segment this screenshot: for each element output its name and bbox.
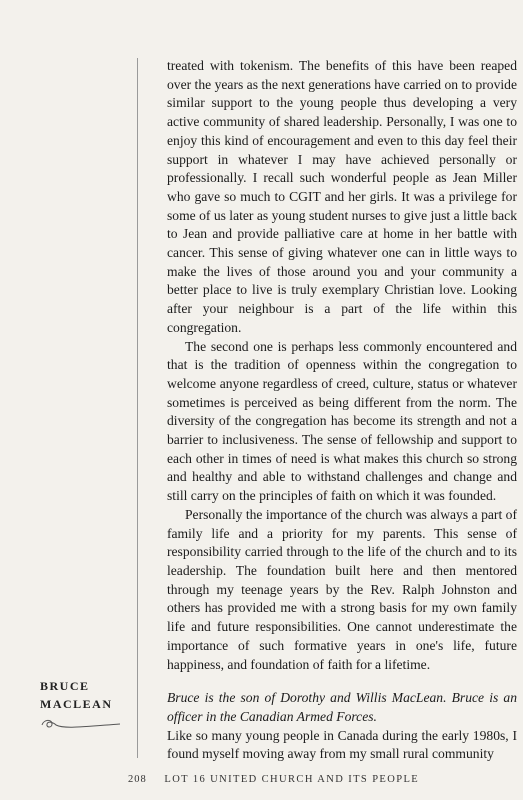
paragraph-4: Like so many young people in Canada during the early 1980s, I found myself moving away from my small rural community xyxy=(167,727,517,762)
author-last-name: MACLEAN xyxy=(40,697,113,711)
running-title: LOT 16 UNITED CHURCH AND ITS PEOPLE xyxy=(164,774,420,785)
page-footer xyxy=(128,774,518,785)
text-column xyxy=(167,57,517,764)
paragraph-3: Personally the importance of the church was always a part of family life and a priority for my parents. This sense of responsibility carried through to the life of the church and to its leadership. The foundation built here and then mentored through my teenage years by the Rev. Ralph Johnston and others has provided me with a strong basis for my own family life and future responsibilities. One cannot underestimate the importance of such formative years in one's life, future happiness, and foundation of faith for a lifetime. xyxy=(167,506,517,672)
paragraph-2: The second one is perhaps less commonly encountered and that is the tradition of openness within the congregation to welcome anyone regardless of creed, culture, status or whatever sometimes is perceived as being different from the norm. The diversity of the congregation has become its strength and not a barrier to inclusiveness. The sense of fellowship and support to each other in times of need is what makes this church so strong and healthy and able to withstand challenges and change and still carry on the principles of faith on which it was founded. xyxy=(167,338,517,504)
author-first-name: BRUCE xyxy=(40,679,90,693)
author-sidebar xyxy=(40,677,130,736)
author-bio: Bruce is the son of Dorothy and Willis MacLean. Bruce is an officer in the Canadian Armed Forces. xyxy=(167,690,517,724)
section-gap xyxy=(167,674,517,689)
margin-rule xyxy=(137,58,138,758)
page-number: 208 xyxy=(128,774,147,785)
decorative-swirl-icon xyxy=(40,717,130,736)
paragraph-1: treated with tokenism. The benefits of this have been reaped over the years as the next generations have carried on to provide similar support to the young people thus developing a very active community of shared leadership. Personally, I was one to enjoy this kind of encouragement and even to this day feel their support in whatever I may have achieved personally or professionally. I recall such wonderful people as Jean Miller who gave so much to CGIT and her girls. It was a privilege for some of us later as young student nurses to give just a little back to Jean and provide palliative care at home in her battle with cancer. This sense of giving whatever one can in little ways to make the lives of those around you and your community a better place to live is truly exemplary Christian love. Looking after your neighbour is a part of the life within this congregation. xyxy=(167,58,517,335)
